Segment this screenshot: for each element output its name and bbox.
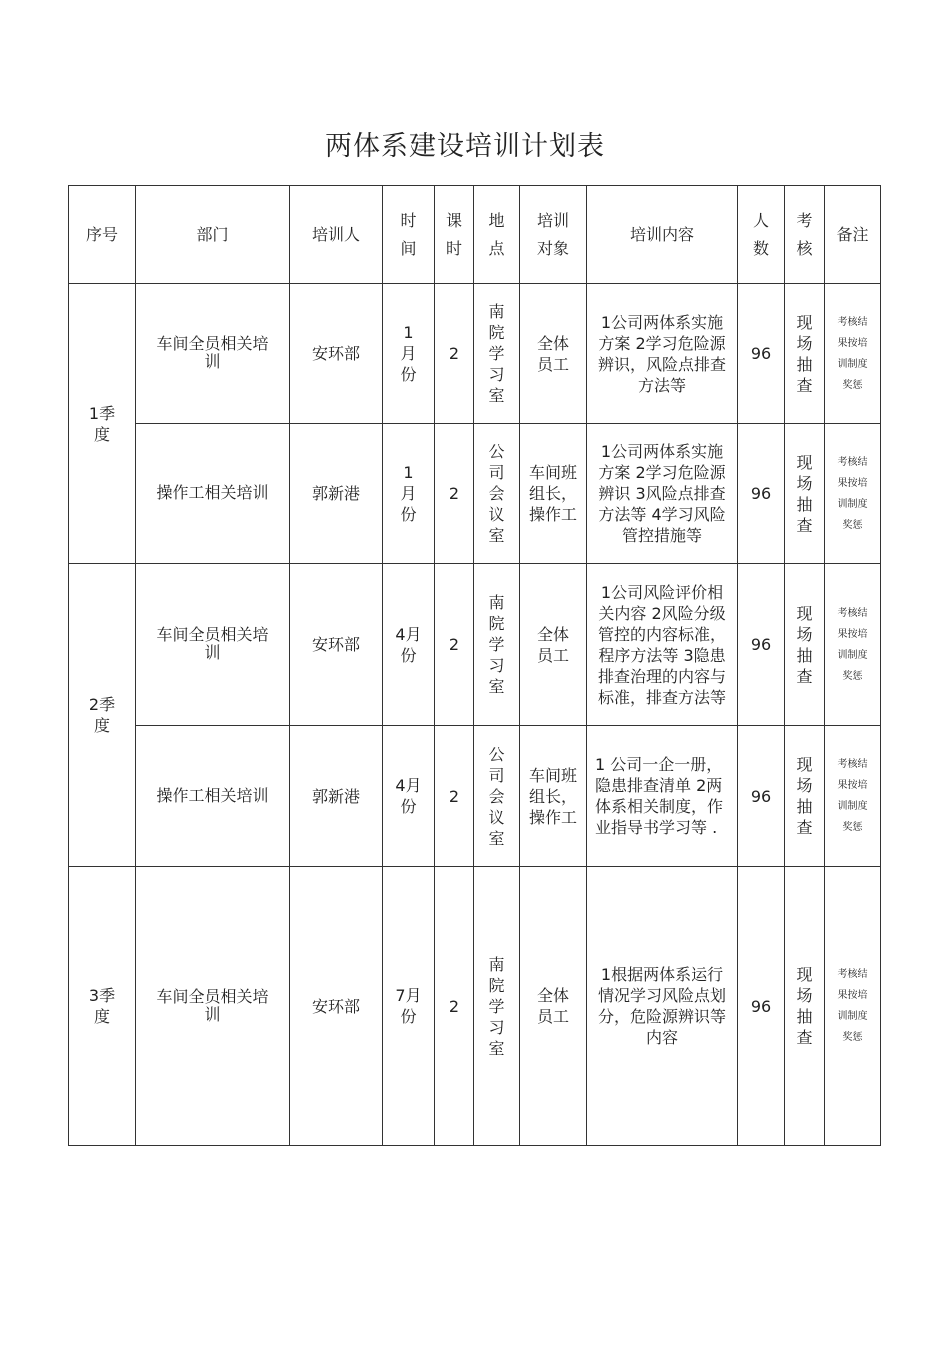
trainer-cell: 郭新港 [290, 424, 383, 564]
place-cell: 南院学习室 [474, 564, 520, 726]
remark-cell: 考核结果按培训制度奖惩 [825, 284, 881, 424]
hours-cell: 2 [435, 726, 474, 867]
time-cell: 1月份 [383, 284, 435, 424]
table-header-row [69, 186, 881, 284]
assess-cell: 现场抽查 [785, 564, 825, 726]
header-hours: 课时 [435, 186, 474, 284]
table-row [69, 726, 881, 867]
place-cell: 公司会议室 [474, 726, 520, 867]
header-time: 时间 [383, 186, 435, 284]
header-seq: 序号 [69, 186, 136, 284]
assess-cell: 现场抽查 [785, 726, 825, 867]
trainer-cell: 安环部 [290, 867, 383, 1146]
count-cell: 96 [738, 424, 785, 564]
remark-cell: 考核结果按培训制度奖惩 [825, 424, 881, 564]
assess-cell: 现场抽查 [785, 284, 825, 424]
count-cell: 96 [738, 867, 785, 1146]
dept-cell: 车间全员相关培训 [136, 867, 290, 1146]
trainer-cell: 安环部 [290, 284, 383, 424]
content-cell: 1 公司一企一册，隐患排查清单 2两体系相关制度，作业指导书学习等 . [587, 726, 738, 867]
trainer-cell: 安环部 [290, 564, 383, 726]
target-cell: 全体员工 [520, 284, 587, 424]
quarter-cell: 2季度 [69, 564, 136, 867]
header-target: 培训对象 [520, 186, 587, 284]
target-cell: 车间班组长，操作工 [520, 424, 587, 564]
remark-cell: 考核结果按培训制度奖惩 [825, 726, 881, 867]
dept-cell: 车间全员相关培训 [136, 564, 290, 726]
time-cell: 4月份 [383, 726, 435, 867]
table-row [69, 424, 881, 564]
time-cell: 7月份 [383, 867, 435, 1146]
dept-cell: 操作工相关培训 [136, 726, 290, 867]
content-cell: 1根据两体系运行情况学习风险点划分，危险源辨识等内容 [587, 867, 738, 1146]
header-remark: 备注 [825, 186, 881, 284]
header-place: 地点 [474, 186, 520, 284]
hours-cell: 2 [435, 867, 474, 1146]
content-cell: 1公司两体系实施方案 2学习危险源辨识 3风险点排查方法等 4学习风险管控措施等 [587, 424, 738, 564]
target-cell: 全体员工 [520, 564, 587, 726]
training-plan-table [68, 185, 881, 1146]
content-cell: 1公司两体系实施方案 2学习危险源辨识，风险点排查方法等 [587, 284, 738, 424]
hours-cell: 2 [435, 284, 474, 424]
trainer-cell: 郭新港 [290, 726, 383, 867]
target-cell: 全体员工 [520, 867, 587, 1146]
target-cell: 车间班组长，操作工 [520, 726, 587, 867]
quarter-cell: 1季度 [69, 284, 136, 564]
place-cell: 南院学习室 [474, 284, 520, 424]
hours-cell: 2 [435, 564, 474, 726]
remark-cell: 考核结果按培训制度奖惩 [825, 564, 881, 726]
count-cell: 96 [738, 284, 785, 424]
table-row [69, 284, 881, 424]
header-trainer: 培训人 [290, 186, 383, 284]
content-cell: 1公司风险评价相关内容 2风险分级管控的内容标准，程序方法等 3隐患排查治理的内容与标准，排查方法等 [587, 564, 738, 726]
count-cell: 96 [738, 726, 785, 867]
table-row [69, 867, 881, 1146]
place-cell: 公司会议室 [474, 424, 520, 564]
place-cell: 南院学习室 [474, 867, 520, 1146]
time-cell: 4月份 [383, 564, 435, 726]
quarter-cell: 3季度 [69, 867, 136, 1146]
header-assess: 考核 [785, 186, 825, 284]
assess-cell: 现场抽查 [785, 424, 825, 564]
header-content: 培训内容 [587, 186, 738, 284]
dept-cell: 操作工相关培训 [136, 424, 290, 564]
header-count: 人数 [738, 186, 785, 284]
assess-cell: 现场抽查 [785, 867, 825, 1146]
table-row [69, 564, 881, 726]
remark-cell: 考核结果按培训制度奖惩 [825, 867, 881, 1146]
dept-cell: 车间全员相关培训 [136, 284, 290, 424]
count-cell: 96 [738, 564, 785, 726]
time-cell: 1月份 [383, 424, 435, 564]
hours-cell: 2 [435, 424, 474, 564]
header-dept: 部门 [136, 186, 290, 284]
page-title: 两体系建设培训计划表 [325, 131, 605, 162]
